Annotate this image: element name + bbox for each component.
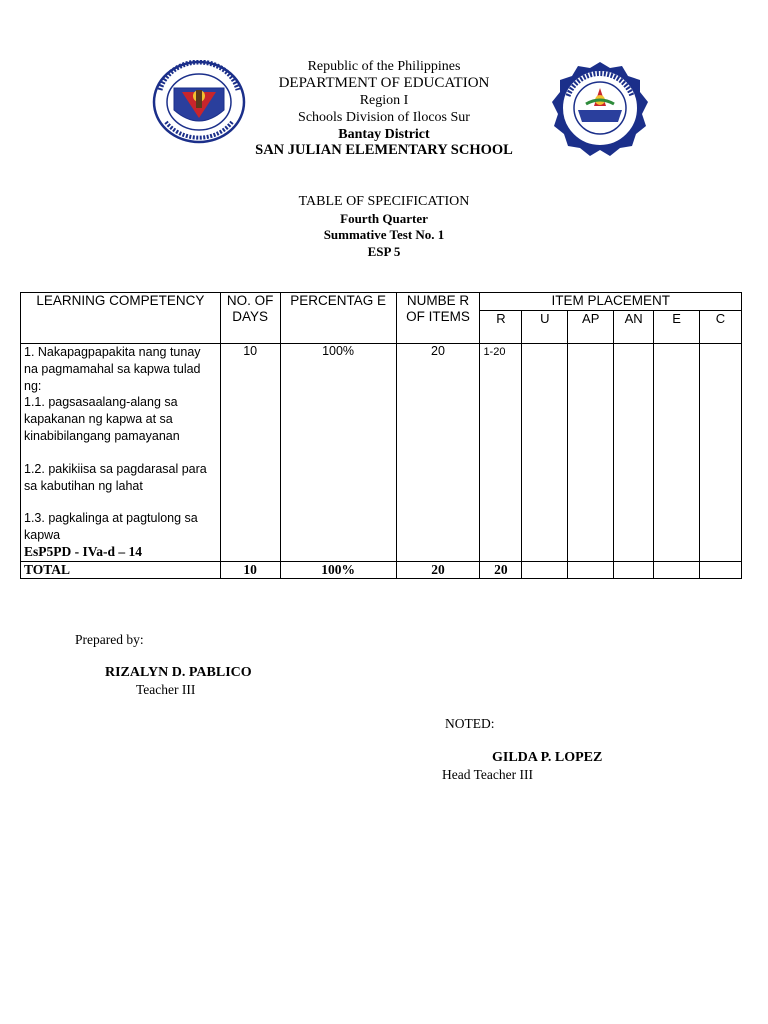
republic-line: Republic of the Philippines xyxy=(307,59,461,74)
r-cell: 1-20 xyxy=(480,344,522,562)
header-competency: LEARNING COMPETENCY xyxy=(21,293,221,344)
document-title: TABLE OF SPECIFICATION xyxy=(298,194,470,209)
competency-main: 1. Nakapagpapakita nang tunay na pagmamahal sa kapwa tulad ng: xyxy=(24,345,201,393)
total-an xyxy=(614,562,654,579)
total-e xyxy=(654,562,700,579)
quarter-label: Fourth Quarter xyxy=(340,211,428,226)
noted-name: GILDA P. LOPEZ xyxy=(492,750,603,765)
competency-cell xyxy=(21,344,221,562)
total-ap xyxy=(568,562,614,579)
an-cell xyxy=(614,344,654,562)
total-items: 20 xyxy=(396,562,480,579)
competency-sub-1: 1.1. pagsasaalang-alang sa kapakanan ng kapwa at sa kinabibilangang pamayanan xyxy=(24,395,180,443)
header-items: NUMBE R OF ITEMS xyxy=(396,293,480,344)
competency-code: EsP5PD - IVa-d – 14 xyxy=(24,543,143,559)
ap-cell xyxy=(568,344,614,562)
header-percentage: PERCENTAG E xyxy=(280,293,396,344)
total-row xyxy=(21,562,742,579)
percentage-cell: 100% xyxy=(280,344,396,562)
c-cell xyxy=(700,344,742,562)
noted-title: Head Teacher III xyxy=(442,767,533,782)
table-row xyxy=(21,344,742,562)
header-ap: AP xyxy=(568,311,614,344)
header-an: AN xyxy=(614,311,654,344)
total-days: 10 xyxy=(220,562,280,579)
e-cell xyxy=(654,344,700,562)
school-name: SAN JULIAN ELEMENTARY SCHOOL xyxy=(255,142,513,158)
test-label: Summative Test No. 1 xyxy=(323,227,445,242)
header-item-placement: ITEM PLACEMENT xyxy=(480,293,742,311)
region-line: Region I xyxy=(359,93,409,108)
prepared-by-name: RIZALYN D. PABLICO xyxy=(105,665,252,680)
header-days: NO. OF DAYS xyxy=(220,293,280,344)
total-r: 20 xyxy=(480,562,522,579)
header-u: U xyxy=(522,311,568,344)
competency-sub-2: 1.2. pakikiisa sa pagdarasal para sa kabutihan ng lahat xyxy=(24,461,207,493)
competency-sub-3: 1.3. pagkalinga at pagtulong sa kapwa xyxy=(24,511,198,543)
prepared-by-title: Teacher III xyxy=(136,682,196,697)
total-u xyxy=(522,562,568,579)
prepared-by-label: Prepared by: xyxy=(75,632,144,647)
total-c xyxy=(700,562,742,579)
district-line: Bantay District xyxy=(338,127,430,142)
total-percentage: 100% xyxy=(280,562,396,579)
u-cell xyxy=(522,344,568,562)
division-line: Schools Division of Ilocos Sur xyxy=(298,110,470,125)
items-cell: 20 xyxy=(396,344,480,562)
noted-label: NOTED: xyxy=(445,716,495,731)
header-e: E xyxy=(654,311,700,344)
header-r: R xyxy=(480,311,522,344)
department-line: DEPARTMENT OF EDUCATION xyxy=(278,75,490,91)
header-c: C xyxy=(700,311,742,344)
specification-table xyxy=(20,292,742,579)
days-cell: 10 xyxy=(220,344,280,562)
subject-label: ESP 5 xyxy=(367,244,401,259)
total-label: TOTAL xyxy=(21,562,221,579)
